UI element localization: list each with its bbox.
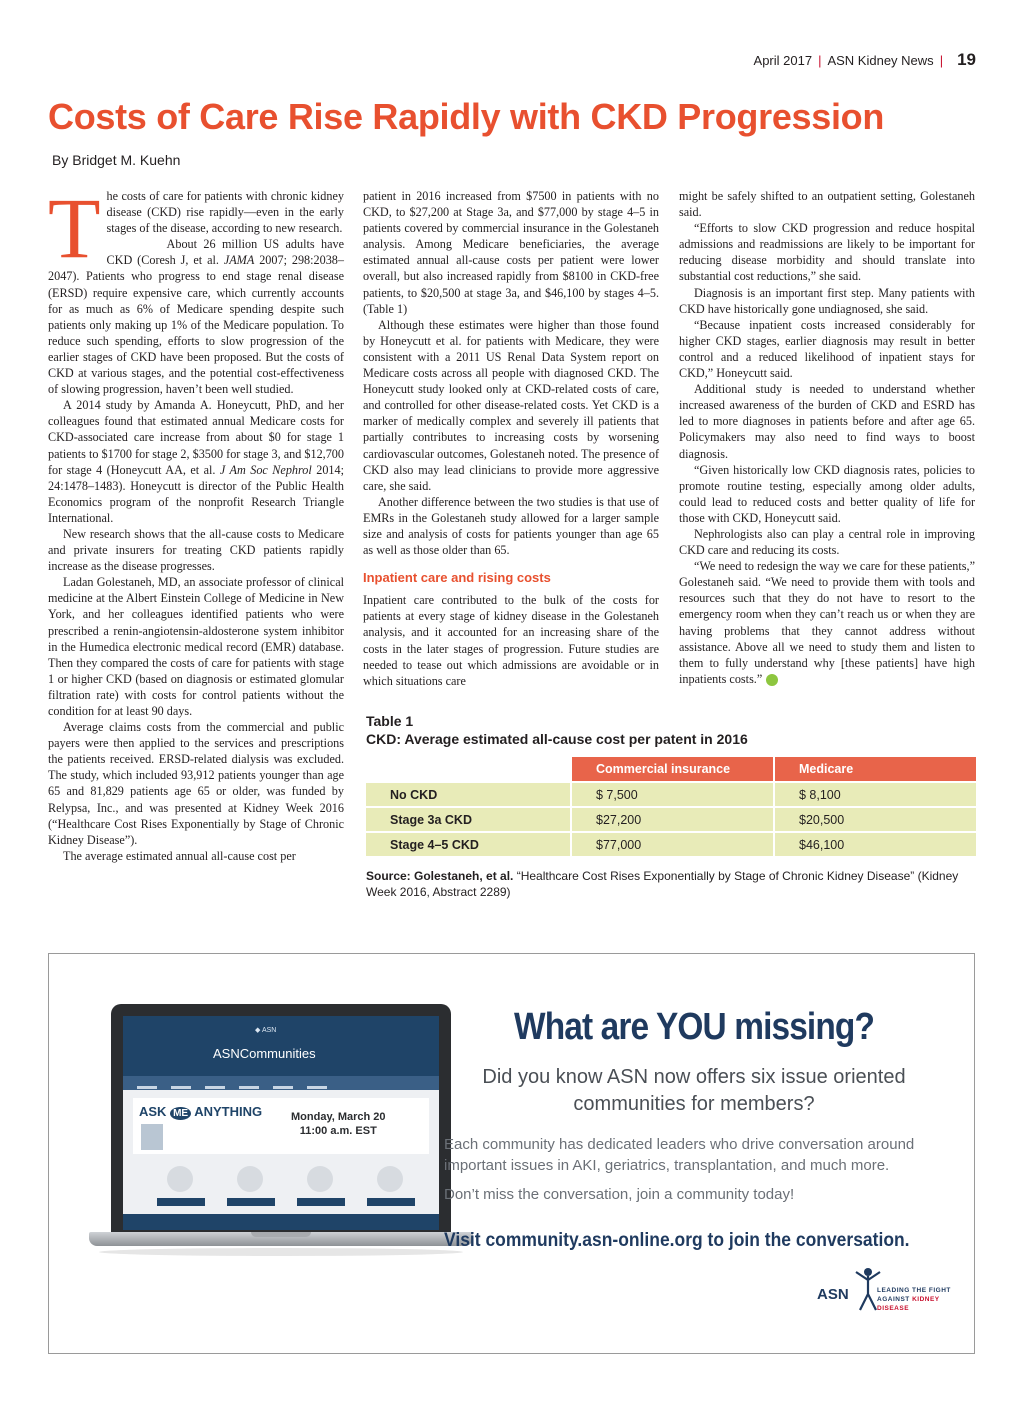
row-label: No CKD <box>366 783 570 806</box>
screen-asn-mark-icon: ◆ ASN <box>255 1027 277 1034</box>
paragraph: “Given historically low CKD diagnosis rates, policies to promote routine testing, especially among older adults, could lead to reduced costs and better quality of life for those with CKD, Honeycutt said. <box>679 462 975 525</box>
ad-subhead: Did you know ASN now offers six issue oriented communities for members? <box>482 1066 906 1115</box>
paragraph: A 2014 study by Amanda A. Honeycutt, PhD, and her colleagues found that estimated annual Medicare costs for CKD-associated care increase from about $0 for stage 1 patients to $1700 for stage 2, $3500 for stage 3, and $12,700 for stage 4 (Honeycutt AA, et al. J Am Soc Nephrol 2014; 24:1478–1483). Honeycutt is director of the Public Health Economics program of the nonprofit Research Triangle International. <box>48 398 345 525</box>
table-header-row <box>366 757 976 781</box>
paragraph: Inpatient care contributed to the bulk of the costs for patients at every stage of kidney disease in the Golestaneh analysis, and it accounted for an increasing share of the costs in the later stages of progression. Future studies are needed to tease out which admissions are avoidable or in which situations care <box>363 593 659 688</box>
cell-commercial: $77,000 <box>570 833 773 856</box>
cell-medicare: $ 8,100 <box>773 783 976 806</box>
paragraph: Diagnosis is an important first step. Many patients with CKD have historically gone undiagnosed, she said. <box>679 285 975 316</box>
article-title: Costs of Care Rise Rapidly with CKD Progression <box>48 96 885 137</box>
article-byline: By Bridget M. Kuehn <box>52 152 181 168</box>
cell-medicare: $20,500 <box>773 808 976 831</box>
paragraph: Average claims costs from the commercial and public payers were then applied to the services and prescriptions the patients received. ERSD-related dialysis was excluded. The study, which included 93,912 patients younger than age 65 and 81,829 patients age 65 or older, was funded by Relypsa, Inc., and was presented at Kidney Week 2016 (“Healthcare Cost Rises Exponentially by Stage of Chronic Kidney Disease”). <box>48 720 344 847</box>
paragraph: Ladan Golestaneh, MD, an associate professor of clinical medicine at the Albert Einstein College of Medicine in New York, and her colleagues identified patients who were prescribed a renin-angiotensin-aldosterone system inhibitor in the Humedica electronic medical record (EMR) database. Then they compared the costs of care for patients with stage 1 or higher CKD (based on diagnosis or estimated glomular filtration rate) with costs for control patients without the condition for at least 90 days. <box>48 575 344 718</box>
question-icon <box>237 1166 263 1192</box>
laptop-notch <box>251 1232 311 1237</box>
screen-icon-row <box>133 1160 429 1196</box>
screen-footer <box>123 1214 439 1230</box>
ad-headline: What are YOU missing? <box>514 1006 874 1048</box>
cell-commercial: $ 7,500 <box>570 783 773 806</box>
paragraph: “Efforts to slow CKD progression and reduce hospital admissions and readmissions are likely to be important for reducing disease morbidity and should translate into substantial cost reductions,” she said. <box>679 221 975 284</box>
ama-title: ASK ME ANYTHING <box>139 1104 263 1119</box>
table-header-blank <box>366 757 570 781</box>
asn-communities-ad[interactable] <box>48 953 975 1354</box>
laptop-shadow <box>99 1248 463 1256</box>
paragraph: New research shows that the all-cause costs to Medicare and private insurers for treating CKD patients rapidly increase as the disease progresses. <box>48 526 344 574</box>
table-header-medicare: Medicare <box>773 757 976 781</box>
table-row <box>366 783 976 806</box>
cell-medicare: $46,100 <box>773 833 976 856</box>
laptop-screen-bezel <box>111 1004 451 1232</box>
cell-commercial: $27,200 <box>570 808 773 831</box>
logo-wordmark: ASN <box>817 1286 849 1303</box>
user-icon <box>167 1166 193 1192</box>
row-label: Stage 4–5 CKD <box>366 833 570 856</box>
asn-logo <box>817 1266 967 1316</box>
page-header <box>754 50 976 70</box>
host-avatar <box>141 1124 163 1150</box>
chat-icon <box>377 1166 403 1192</box>
issue-date: April 2017 <box>753 52 813 68</box>
paragraph: About 26 million US adults have CKD (Coresh J, et al. JAMA 2007; 298:2038–2047). Patients who progress to end stage renal disease (ERSD) require expensive care, which currently accounts for as much as 6% of Medicare spending despite such patients only making up 1% of the Medicare population. To reduce such spending, efforts to slow progression of the earlier stages of CKD have been proposed. But the costs of CKD at various stages, and the potential cost-effectiveness of slowing progression, haven’t been well studied. <box>48 237 344 397</box>
ama-date: Monday, March 20 11:00 a.m. EST <box>291 1111 386 1137</box>
table-caption: CKD: Average estimated all-cause cost per patent in 2016 <box>366 731 748 747</box>
screen-nav <box>123 1076 439 1090</box>
article-column-1 <box>48 180 345 864</box>
drop-cap: T <box>48 180 101 276</box>
cost-table <box>366 755 976 858</box>
laptop-screen <box>123 1016 439 1230</box>
paragraph: “We need to redesign the way we care for these patients,” Golestaneh said. “We need to provide them with tools and resources such that they do not have to resort to the emergency room when they can’t reach us or when they are having problems that they cannot address without assistance. Above all we need to study them and listen to them to fully understand why [these patients] have high inpatients costs.” <box>679 559 975 686</box>
paragraph: The average estimated annual all-cause cost per <box>63 848 296 863</box>
search-icon <box>307 1166 333 1192</box>
table-row <box>366 808 976 831</box>
screen-brand: ASNCommunities <box>213 1046 316 1061</box>
table-label: Table 1 <box>366 713 414 729</box>
table-source: Source: Golestaneh, et al. “Healthcare Cost Rises Exponentially by Stage of Chronic Kidney Disease” (Kidney Week 2016, Abstract 2289) <box>366 869 959 899</box>
article-column-2 <box>363 188 659 689</box>
screen-ama-banner <box>133 1098 429 1154</box>
screen-button-row <box>133 1198 429 1208</box>
end-mark-icon <box>766 674 778 686</box>
paragraph: “Because inpatient costs increased considerably for higher CKD stages, earlier diagnosis may result in better control and a reduced likelihood of inpatient stays for CKD,” Honeycutt said. <box>679 317 975 381</box>
screen-header <box>123 1016 439 1076</box>
ad-body: Each community has dedicated leaders who drive conversation around important issues in AKI, geriatrics, transplantation, and much more. <box>444 1136 915 1174</box>
paragraph: might be safely shifted to an outpatient setting, Golestaneh said. <box>679 189 975 220</box>
paragraph: The costs of care for patients with chronic kidney disease (CKD) rise rapidly—even in the early stages of the disease, according to new research. <box>48 180 344 276</box>
ad-body-2: Don’t miss the conversation, join a community today! <box>444 1186 795 1203</box>
table-header-commercial: Commercial insurance <box>570 757 773 781</box>
paragraph: Although these estimates were higher than those found by Honeycutt et al. for patients with Medicare, they were consistent with a 2011 US Renal Data System report on Medicare costs across all people with diagnosed CKD. The Honeycutt study looked only at CKD-related costs of care, and controlled for other disease-related costs. Yet CKD is a marker of medically complex and severely ill patients that partially contributes to increasing costs by worsening cardiovascular outcomes, Golestaneh noted. The presence of CKD also may lead clinicians to provide more aggressive care, she said. <box>363 317 659 493</box>
paragraph: patient in 2016 increased from $7500 in patients with no CKD, to $27,200 at Stage 3a, and $77,000 by stage 4–5 in patients covered by commercial insurance in the Golestaneh analysis. Among Medicare beneficiaries, the average estimated annual all-cause costs per patient were lower overall, but also increased rapidly from $8100 in CKD-free patients, to $20,500 at stage 3a, and $46,100 by stages 4–5. (Table 1) <box>363 189 659 316</box>
paragraph: Additional study is needed to understand whether increased awareness of the burden of CKD and ESRD has led to more diagnoses in patients before and after age 65. Policymakers may also need to find ways to boost diagnosis. <box>679 382 975 461</box>
logo-tagline: LEADING THE FIGHT AGAINST KIDNEY DISEASE <box>877 1287 951 1312</box>
publication-name: ASN Kidney News <box>827 52 934 68</box>
header-separator: | <box>818 52 822 68</box>
section-subhead: Inpatient care and rising costs <box>363 570 551 586</box>
header-separator: | <box>939 52 944 68</box>
table-row <box>366 833 976 856</box>
article-column-3 <box>679 188 975 687</box>
cost-table-block <box>366 713 976 900</box>
page-number: 19 <box>957 50 976 69</box>
row-label: Stage 3a CKD <box>366 808 570 831</box>
paragraph: Nephrologists also can play a central role in improving CKD care and reducing its costs. <box>679 526 975 558</box>
ad-call-to-action-link[interactable]: Visit community.asn-online.org to join the conversation. <box>444 1230 910 1251</box>
paragraph: Another difference between the two studies is that use of EMRs in the Golestaneh study allowed for a larger sample size and analysis of costs for patients younger than age 65 as well as those older than 65. <box>363 494 659 558</box>
